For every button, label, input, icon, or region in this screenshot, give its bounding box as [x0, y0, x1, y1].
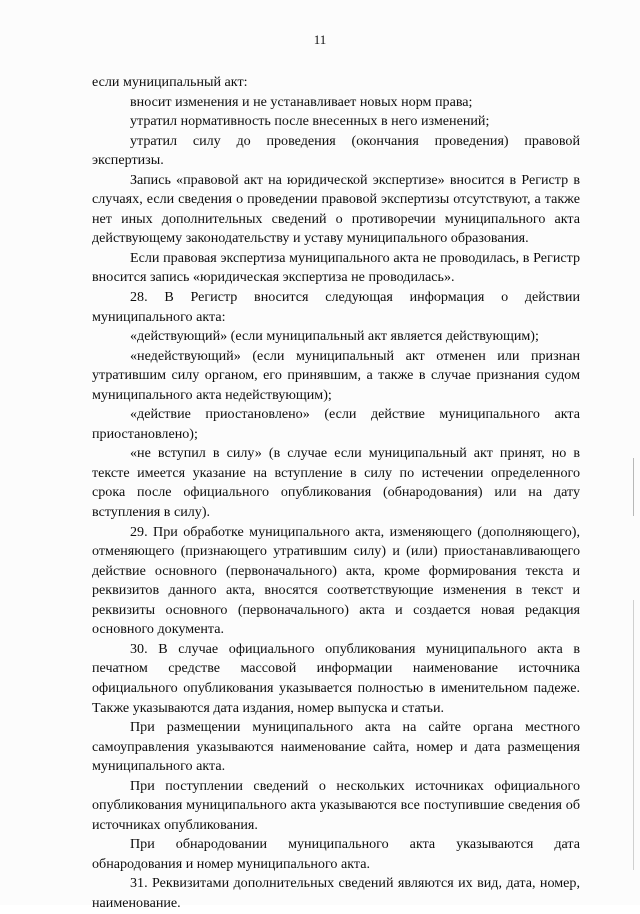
paragraph: утратил нормативность после внесенных в него изменений; [130, 113, 490, 130]
paragraph: «не вступил в силу» (в случае если муниципальный акт принят, но в тексте имеется указание на вступление в силу по истечении определенного срока после официального опубликования (обнародования) или на дату вступления в силу). [92, 445, 580, 521]
paragraph: «недействующий» (если муниципальный акт отменен или признан утратившим силу органом, его принявшим, а также в случае признания судом муниципального акта недействующим); [92, 347, 580, 403]
scan-edge-mark [633, 600, 634, 870]
paragraph: 28. В Регистр вносится следующая информация о действии муниципального акта: [92, 289, 580, 325]
paragraph: вносит изменения и не устанавливает новых норм права; [130, 93, 473, 110]
paragraph: «действие приостановлено» (если действие муниципального акта приостановлено); [92, 406, 580, 442]
page-number: 11 [313, 32, 327, 47]
paragraph: 31. Реквизитами дополнительных сведений являются их вид, дата, номер, наименование. [92, 875, 580, 911]
document-body [92, 73, 580, 914]
paragraph: утратил силу до проведения (окончания проведения) правовой экспертизы. [92, 132, 580, 169]
paragraph: 29. При обработке муниципального акта, изменяющего (дополняющего), отменяющего (признающего утратившим силу) и (или) приостанавливающего действие основного (первоначального) акта, кроме формирования текста и реквизитов данного акта, вносятся соответствующие изменения в текст и реквизиты основного (первоначального) акта и создается новая редакция основного документа. [92, 523, 580, 638]
paragraph: При поступлении сведений о нескольких источниках официального опубликования муниципального акта указываются все поступившие сведения об источниках опубликования. [92, 777, 580, 833]
paragraph: При размещении муниципального акта на сайте органа местного самоуправления указываются наименование сайта, номер и дата размещения муниципального акта. [92, 719, 580, 775]
paragraph: При обнародовании муниципального акта указываются дата обнародования и номер муниципального акта. [92, 836, 580, 872]
paragraph: «действующий» (если муниципальный акт является действующим); [130, 328, 539, 345]
scan-edge-mark [633, 458, 634, 516]
paragraph: если муниципальный акт: [92, 74, 248, 90]
paragraph: Запись «правовой акт на юридической экспертизе» вносится в Регистр в случаях, если сведения о проведении правовой экспертизы отсутствуют, а также нет иных дополнительных сведений о противоречии муниципального акта действующему законодательству и уставу муниципального образования. [92, 171, 580, 247]
paragraph: Если правовая экспертиза муниципального акта не проводилась, в Регистр вносится запись «юридическая экспертиза не проводилась». [92, 249, 580, 286]
paragraph: 30. В случае официального опубликования муниципального акта в печатном средстве массовой информации наименование источника официального опубликования указывается полностью в именительном падеже. Также указываются дата издания, номер выпуска и статьи. [92, 640, 580, 716]
